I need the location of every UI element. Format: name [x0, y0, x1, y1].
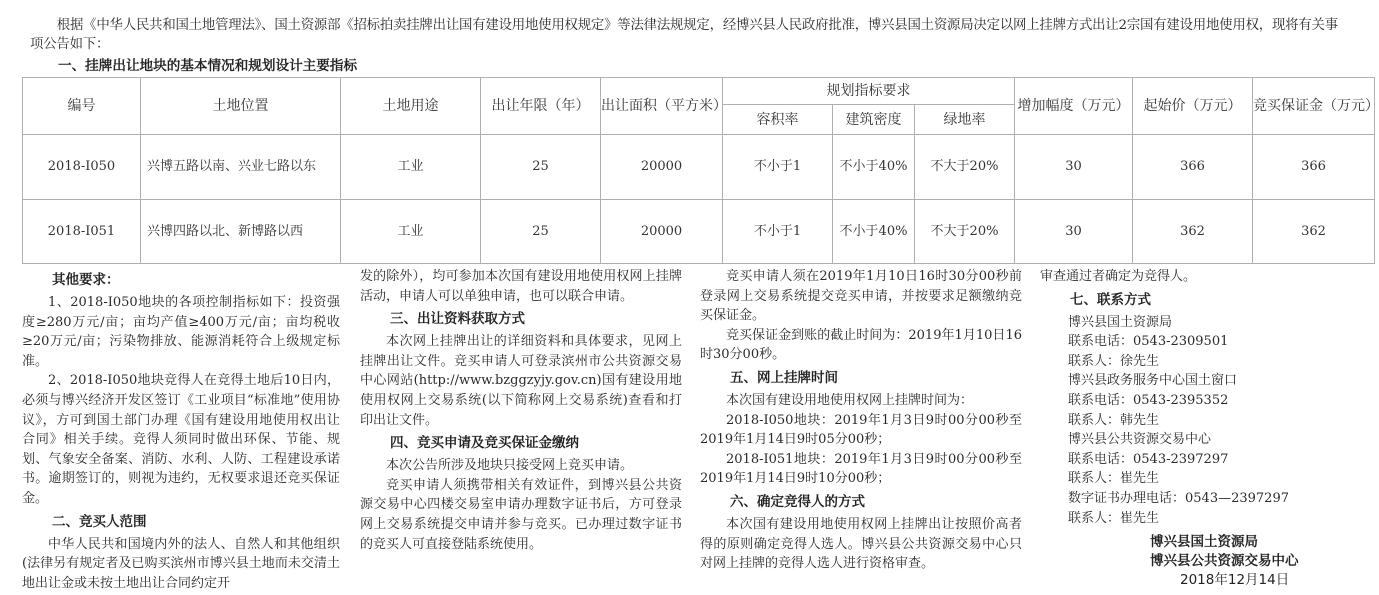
contact-line: 联系人：韩先生 [1068, 412, 1160, 428]
contact-line: 联系电话：0543-2309501 [1068, 334, 1229, 350]
column-3 [700, 267, 1022, 574]
section-6-title: 六、确定竞得人的方式 [730, 493, 865, 510]
column-4 [1040, 267, 1360, 528]
cell-location: 兴博四路以北、新博路以西 [141, 200, 341, 264]
contact-line: 博兴县公共资源交易中心 [1068, 432, 1212, 448]
cell-density: 不小于40% [833, 135, 915, 200]
contact-line: 联系电话：0543-2397297 [1068, 451, 1229, 467]
land-plots-table [22, 77, 1379, 264]
header-increment: 增加幅度（万元） [1015, 78, 1133, 135]
cell-density: 不小于40% [833, 200, 915, 264]
cell-green: 不大于20% [915, 200, 1015, 264]
section-5-title: 五、网上挂牌时间 [730, 369, 838, 386]
header-planning: 规划指标要求 [723, 78, 1015, 105]
table-header-row [23, 78, 1375, 105]
cell-deposit: 366 [1253, 135, 1375, 200]
cell-area: 20000 [601, 135, 723, 200]
header-area: 出让面积（平方米） [601, 78, 723, 135]
cell-start-price: 362 [1133, 200, 1253, 264]
header-start-price: 起始价（万元） [1133, 78, 1253, 135]
contact-line: 联系电话：0543-2395352 [1068, 392, 1229, 408]
section-4-paragraph-4: 竞买保证金到账的截止时间为：2019年1月10日16时30分00秒。 [700, 327, 1022, 363]
cell-location: 兴博五路以南、兴业七路以东 [141, 135, 341, 200]
cell-increment: 30 [1015, 135, 1133, 200]
cell-use: 工业 [341, 135, 481, 200]
section-5-paragraph-1: 本次国有建设用地使用权网上挂牌时间为： [726, 392, 974, 408]
cell-start-price: 366 [1133, 135, 1253, 200]
header-id: 编号 [23, 78, 141, 135]
header-term: 出让年限（年） [481, 78, 601, 135]
other-requirement-2: 2、2018-I050地块竞得人在竞得土地后10日内，必须与博兴经济开发区签订《工业项目“标准地”使用协议》，方可到国土部门办理《国有建设用地使用权出让合同》相关手续。竞得人须同时做出环保、节能、规划、气象安全备案、消防、水利、人防、工程建设承诺书。逾期签订的，则视为违约，无权要求退还竞买保证金。 [22, 373, 340, 506]
section-3-paragraph: 本次网上挂牌出让的详细资料和具体要求，见网上挂牌出让文件。竞买申请人可登录滨州市公共资源交易中心网站(http://www.bzggzyjy.gov.cn)国有建设用地使用权网上交易系统(以下简称网上交易系统)查看和打印出让文件。 [360, 334, 682, 428]
cell-term: 25 [481, 200, 601, 264]
header-density: 建筑密度 [833, 105, 915, 135]
section-7-title: 七、联系方式 [1070, 291, 1151, 308]
section-5-paragraph-3: 2018-I051地块：2019年1月3日9时00分00秒至2019年1月14日9时10分00秒； [700, 451, 1022, 487]
table-row [23, 135, 1375, 200]
section-2-title: 二、竞买人范围 [52, 513, 147, 530]
contact-line: 联系人：崔先生 [1068, 510, 1160, 526]
cell-far: 不小于1 [723, 135, 833, 200]
section-2-paragraph: 中华人民共和国境内外的法人、自然人和其他组织(法律另有规定者及已购买滨州市博兴县土地而未交清土地出让金或未按土地出让合同约定开 [22, 536, 340, 591]
contact-line: 博兴县国土资源局 [1068, 314, 1173, 330]
contact-line: 联系人：崔先生 [1068, 471, 1160, 487]
section-3-title: 三、出让资料获取方式 [390, 311, 525, 328]
header-location: 土地位置 [141, 78, 341, 135]
section-6-paragraph: 本次国有建设用地使用权网上挂牌出让按照价高者得的原则确定竞得人选人。博兴县公共资源交易中心只对网上挂牌的竞得人选人进行资格审查。 [700, 516, 1022, 572]
cell-id: 2018-I050 [23, 135, 141, 200]
table-row [23, 200, 1375, 264]
intro-paragraph: 根据《中华人民共和国土地管理法》、国土资源部《招标拍卖挂牌出让国有建设用地使用权规定》等法律法规规定，经博兴县人民政府批准，博兴县国土资源局决定以网上挂牌方式出让2宗国有建设用地使用权，现将有关事项公告如下： [30, 18, 1338, 52]
signature-trading-center: 博兴县公共资源交易中心 [1150, 553, 1299, 569]
signature-land-bureau: 博兴县国土资源局 [1150, 534, 1258, 550]
column-2 [360, 267, 682, 554]
contact-line: 联系人：徐先生 [1068, 353, 1160, 369]
section-4-title: 四、竞买申请及竞买保证金缴纳 [390, 435, 579, 452]
section-4-paragraph-1: 本次公告所涉及地块只接受网上竞买申请。 [386, 458, 634, 474]
cell-far: 不小于1 [723, 200, 833, 264]
header-far: 容积率 [723, 105, 833, 135]
cell-deposit: 362 [1253, 200, 1375, 264]
cell-id: 2018-I051 [23, 200, 141, 264]
section-2-continued: 发的除外），均可参加本次国有建设用地使用权网上挂牌活动，申请人可以单独申请，也可以联合申请。 [360, 269, 682, 304]
cell-term: 25 [481, 135, 601, 200]
cell-area: 20000 [601, 200, 723, 264]
section-5-paragraph-2: 2018-I050地块：2019年1月3日9时00分00秒至2019年1月14日9时05分00秒； [700, 412, 1022, 448]
contact-line: 博兴县政务服务中心国土窗口 [1068, 373, 1238, 389]
section-4-paragraph-2: 竞买申请人须携带相关有效证件，到博兴县公共资源交易中心四楼交易室申请办理数字证书后，方可登录网上交易系统提交申请并参与竞买。已办理过数字证书的竞买人可直接登陆系统使用。 [360, 477, 682, 552]
column-1 [22, 267, 340, 593]
cell-green: 不大于20% [915, 135, 1015, 200]
contact-line: 数字证书办理电话：0543—2397297 [1068, 490, 1289, 506]
section-4-paragraph-3: 竞买申请人须在2019年1月10日16时30分00秒前登录网上交易系统提交竞买申请，并按要求足额缴纳竞买保证金。 [700, 269, 1022, 324]
header-deposit: 竞买保证金（万元） [1253, 78, 1375, 135]
section-1-title: 一、挂牌出让地块的基本情况和规划设计主要指标 [58, 58, 358, 74]
cell-increment: 30 [1015, 200, 1133, 264]
header-use: 土地用途 [341, 78, 481, 135]
section-6-continued: 审查通过者确定为竞得人。 [1040, 269, 1197, 284]
signature-date: 2018年12月14日 [1180, 572, 1290, 588]
signature-block [1150, 533, 1299, 590]
header-green: 绿地率 [915, 105, 1015, 135]
cell-use: 工业 [341, 200, 481, 264]
other-requirements-title: 其他要求： [52, 272, 120, 288]
other-requirement-1: 1、2018-I050地块的各项控制指标如下：投资强度≥280万元/亩；亩均产值≥400万元/亩；亩均税收≥20万元/亩；污染物排放、能源消耗符合上级规定标准。 [22, 295, 340, 369]
